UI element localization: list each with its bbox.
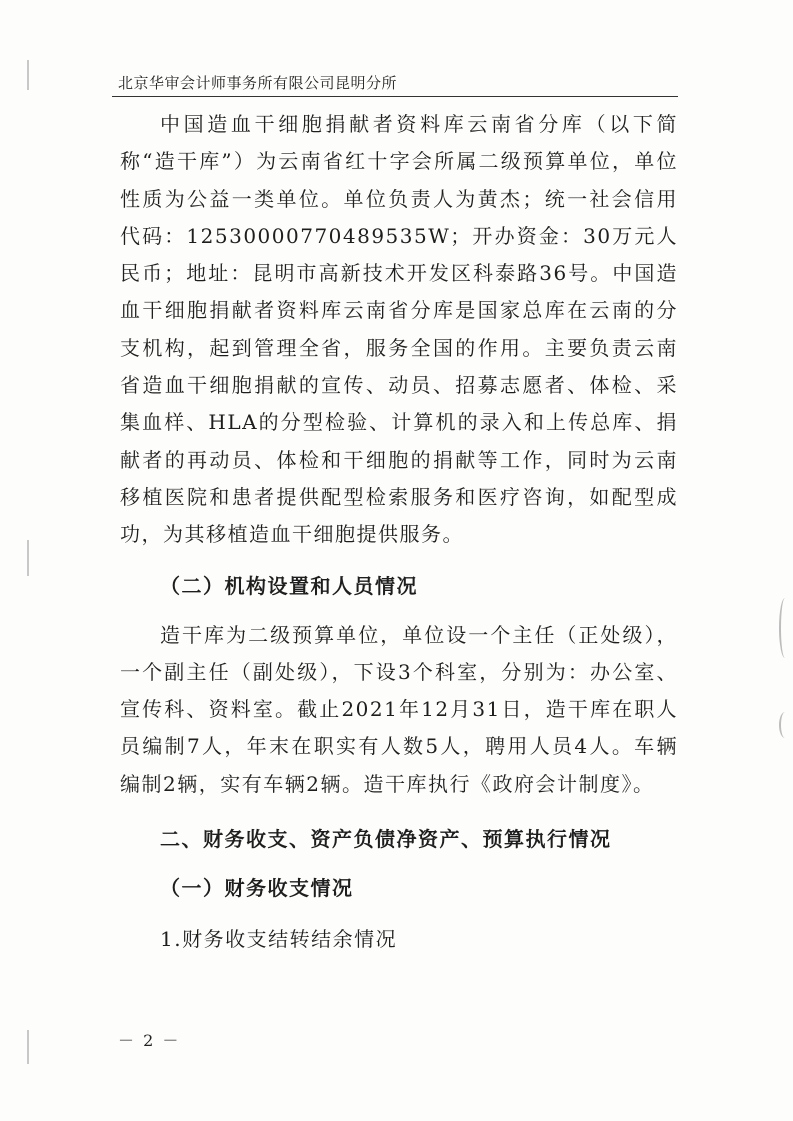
page-number: － 2 － xyxy=(118,1031,181,1050)
section-finance-heading: 二、财务收支、资产负债净资产、预算执行情况 xyxy=(160,827,612,852)
intro-paragraph: 中国造血干细胞捐献者资料库云南省分库（以下简称“造干库”）为云南省红十字会所属二级预算单位，单位性质为公益一类单位。单位负责人为黄杰；统一社会信用代码：12530000770489535W；开办资金：30万元人民币；地址：昆明市高新技术开发区科泰路36号。中国造血干细胞捐献者资料库云南省分库是国家总库在云南的分支机构，起到管理全省，服务全国的作用。主要负责云南省造血干细胞捐献的宣传、动员、招募志愿者、体检、采集血样、HLA的分型检验、计算机的录入和上传总库、捐献者的再动员、体检和干细胞的捐献等工作，同时为云南移植医院和患者提供配型检索服务和医疗咨询，如配型成功，为其移植造血干细胞提供服务。 xyxy=(120,112,678,547)
document-body xyxy=(120,106,678,958)
header-divider xyxy=(112,96,678,97)
page-header: 北京华审会计师事务所有限公司昆明分所 xyxy=(118,74,398,92)
scan-edge-mark xyxy=(779,598,791,658)
section-income-heading: （一）财务收支情况 xyxy=(160,876,354,901)
section-org-heading: （二）机构设置和人员情况 xyxy=(160,573,418,598)
scan-margin-mark xyxy=(27,1030,29,1064)
org-paragraph: 造干库为二级预算单位，单位设一个主任（正处级），一个副主任（副处级），下设3个科室，分别为：办公室、宣传科、资料室。截止2021年12月31日，造干库在职人员编制7人，年末在职实有人数5人，聘用人员4人。车辆编制2辆，实有车辆2辆。造干库执行《政府会计制度》。 xyxy=(120,622,678,796)
scan-edge-mark xyxy=(779,712,791,738)
scan-margin-mark xyxy=(27,60,29,90)
section-income-subheading: 1.财务收支结转结余情况 xyxy=(160,927,398,952)
scan-margin-mark xyxy=(27,540,29,576)
